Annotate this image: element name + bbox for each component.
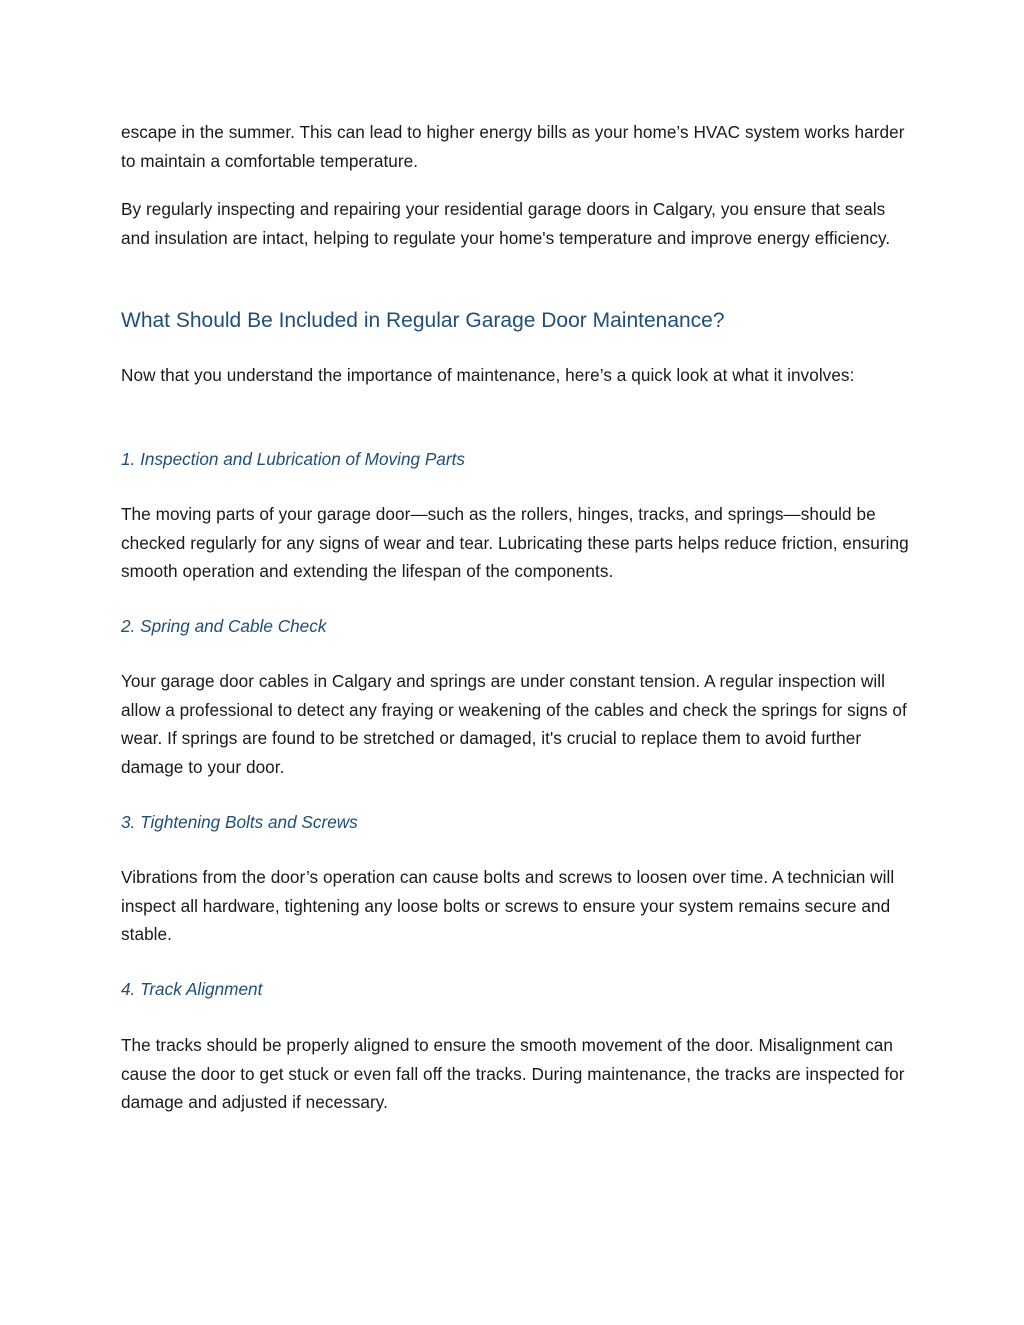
paragraph-track-alignment: The tracks should be properly aligned to ensure the smooth movement of the door. Misalignment can cause the door to get stuck or even fall off the tracks. During maintenance, the tracks are inspected for damage and adjusted if necessary. [121, 1035, 905, 1113]
intro-paragraph-1: escape in the summer. This can lead to higher energy bills as your home’s HVAC system works harder to maintain a comfortable temperature. [121, 122, 905, 171]
subheading-spring-cable: 2. Spring and Cable Check [121, 616, 327, 636]
lead-paragraph: Now that you understand the importance of maintenance, here’s a quick look at what it involves: [121, 365, 855, 385]
paragraph-bolts-screws: Vibrations from the door’s operation can cause bolts and screws to loosen over time. A technician will inspect all hardware, tightening any loose bolts or screws to ensure your system remains secure and stable. [121, 867, 895, 945]
paragraph-inspection-lubrication: The moving parts of your garage door—such as the rollers, hinges, tracks, and springs—should be checked regularly for any signs of wear and tear. Lubricating these parts helps reduce friction, ensuring smooth operation and extending the lifespan of the components. [121, 504, 909, 582]
subheading-inspection-lubrication: 1. Inspection and Lubrication of Moving Parts [121, 449, 465, 469]
subheading-track-alignment: 4. Track Alignment [121, 979, 263, 999]
subheading-bolts-screws: 3. Tightening Bolts and Screws [121, 812, 358, 832]
intro-paragraph-2: By regularly inspecting and repairing your residential garage doors in Calgary, you ensure that seals and insulation are intact, helping to regulate your home's temperature and improve energy efficiency. [121, 199, 891, 248]
paragraph-spring-cable: Your garage door cables in Calgary and springs are under constant tension. A regular inspection will allow a professional to detect any fraying or weakening of the cables and check the springs for signs of wear. If springs are found to be stretched or damaged, it's crucial to replace them to avoid further damage to your door. [121, 671, 907, 778]
section-heading: What Should Be Included in Regular Garage Door Maintenance? [121, 309, 725, 332]
